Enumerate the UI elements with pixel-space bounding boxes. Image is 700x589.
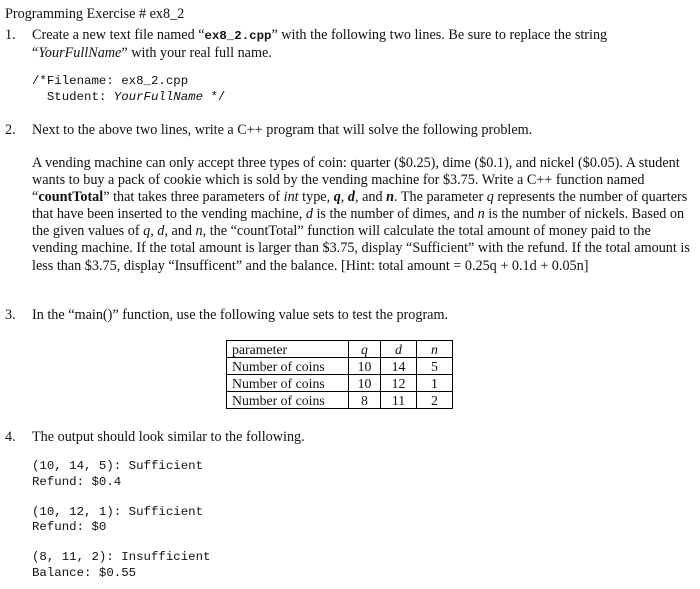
code-line-2: Student: YourFullName */	[32, 90, 226, 104]
item-3-text: In the “main()” function, use the following value sets to test the program.	[32, 307, 449, 323]
item-4-number: 4.	[5, 429, 16, 445]
table-header-cell: d	[381, 341, 417, 358]
code-line-1: /*Filename: ex8_2.cpp	[32, 74, 189, 88]
table-cell: 11	[381, 392, 417, 409]
table-cell: 1	[417, 375, 453, 392]
output-line: Balance: $0.55	[32, 566, 137, 580]
item-3-number: 3.	[5, 307, 16, 323]
table-cell: Number of coins	[227, 375, 349, 392]
table-cell: 8	[349, 392, 381, 409]
item-4-text: The output should look similar to the following.	[32, 429, 305, 445]
table-header-cell: q	[349, 341, 381, 358]
table-header-cell: parameter	[227, 341, 349, 358]
table-cell: 2	[417, 392, 453, 409]
table-cell: Number of coins	[227, 358, 349, 375]
output-line: Refund: $0.4	[32, 475, 122, 489]
page-title: Programming Exercise # ex8_2	[5, 6, 185, 22]
table-cell: 5	[417, 358, 453, 375]
table-cell: 10	[349, 358, 381, 375]
table-cell: 10	[349, 375, 381, 392]
output-line: (8, 11, 2): Insufficient	[32, 550, 211, 564]
table-row	[227, 375, 453, 392]
item-2-text: Next to the above two lines, write a C++ program that will solve the following problem.	[32, 122, 533, 138]
output-line: Refund: $0	[32, 520, 107, 534]
table-row	[227, 392, 453, 409]
table-cell: Number of coins	[227, 392, 349, 409]
item-1-number: 1.	[5, 27, 16, 43]
table-header-cell: n	[417, 341, 453, 358]
parameter-table	[226, 340, 453, 409]
table-cell: 14	[381, 358, 417, 375]
table-header-row	[227, 341, 453, 358]
item-1-text: Create a new text file named “ex8_2.cpp” with the following two lines. Be sure to replace the string “YourFullName” with your real full name.	[32, 27, 608, 62]
item-2-number: 2.	[5, 122, 16, 138]
filename-code: ex8_2.cpp	[204, 29, 272, 43]
output-line: (10, 12, 1): Sufficient	[32, 505, 204, 519]
problem-statement: A vending machine can only accept three types of coin: quarter ($0.25), dime ($0.1), and nickel ($0.05). A student wants to buy a pack of cookie which is sold by the vending machine for $3.75. Write a C++ function named “countTotal” that takes three parameters of int type, q, d, and n. The parameter q represents the number of quarters that have been inserted to the vending machine, d is the number of dimes, and n is the number of nickels. Based on the given values of q, d, and n, the “countTotal” function will calculate the total amount of money paid to the vending machine. If the total amount is larger than $3.75, display “Sufficient” with the refund. If the total amount is less than $3.75, display “Insufficent” and the balance. [Hint: total amount = 0.25q + 0.1d + 0.05n]	[32, 155, 690, 274]
table-row	[227, 358, 453, 375]
output-line: (10, 14, 5): Sufficient	[32, 459, 204, 473]
table-cell: 12	[381, 375, 417, 392]
